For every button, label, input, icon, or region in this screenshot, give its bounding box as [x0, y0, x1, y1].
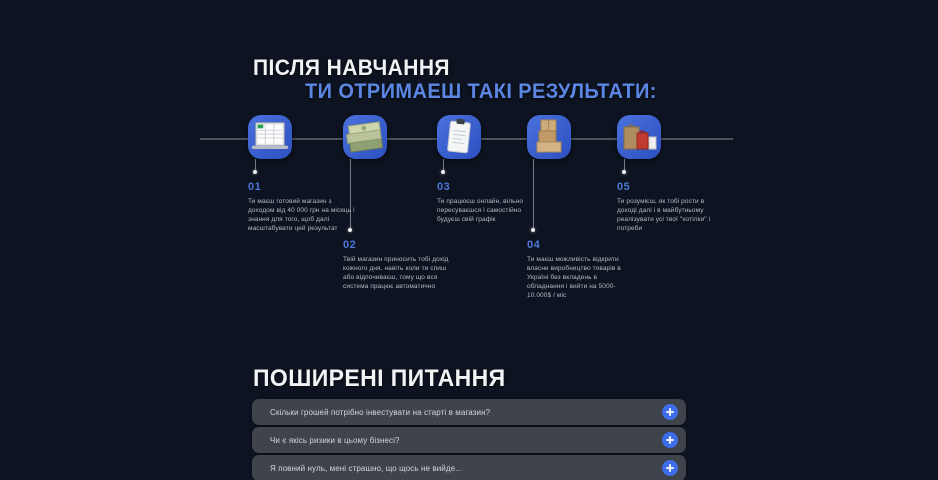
timeline-text: Ти розумієш, як тобі рости в доході далі і в майбутньому реалізувати усі твої "хотілки" і потреби [617, 198, 711, 233]
faq-section-title: ПОШИРЕНІ ПИТАННЯ [253, 364, 506, 392]
faq-item[interactable] [252, 455, 686, 480]
faq-question: Я повний нуль, мені страшно, що щось не вийде... [270, 463, 463, 473]
timeline-text: Ти маєш готовий магазин з доходом від 40 000 грн на місяць і знання для того, щоб далі масштабувати цей результат [248, 198, 355, 233]
timeline-text: Твій магазин приносить тобі дохід кожного дня, навіть коли ти спиш або відпочиваєш, тому що вся система працює автоматично [343, 256, 449, 291]
timeline-number: 03 [437, 181, 451, 193]
timeline-text: Ти маєш можливість відкрити власне виробництво товарів в Україні без вкладень в обладнання і вийти на 5000-10.000$ / міс [527, 256, 621, 300]
timeline-number: 01 [248, 181, 262, 193]
timeline-number: 02 [343, 239, 357, 251]
timeline-number: 04 [527, 239, 541, 251]
plus-icon[interactable] [662, 432, 678, 448]
timeline-text: Ти працюєш онлайн, вільно пересуваєшся і самостійно будуєш свій графік [437, 198, 524, 224]
faq-question: Скільки грошей потрібно інвестувати на старті в магазин? [270, 407, 491, 417]
connector-dot [441, 170, 445, 174]
plus-icon[interactable] [662, 404, 678, 420]
faq-item[interactable] [252, 399, 686, 425]
connector-dot [622, 170, 626, 174]
connector-dot [531, 228, 535, 232]
connector-dot [253, 170, 257, 174]
faq-item[interactable] [252, 427, 686, 453]
faq-question: Чи є якісь ризики в цьому бізнесі? [270, 435, 400, 445]
clipboard-icon [437, 115, 481, 159]
section-title-line1: ПІСЛЯ НАВЧАННЯ [253, 56, 450, 81]
shopping-bags-icon [617, 115, 661, 159]
timeline-number: 05 [617, 181, 631, 193]
section-title-line2: ТИ ОТРИМАЕШ ТАКІ РЕЗУЛЬТАТИ: [305, 80, 657, 104]
plus-icon[interactable] [662, 460, 678, 476]
boxes-icon [527, 115, 571, 159]
money-stack-icon [343, 115, 387, 159]
laptop-spreadsheet-icon [248, 115, 292, 159]
